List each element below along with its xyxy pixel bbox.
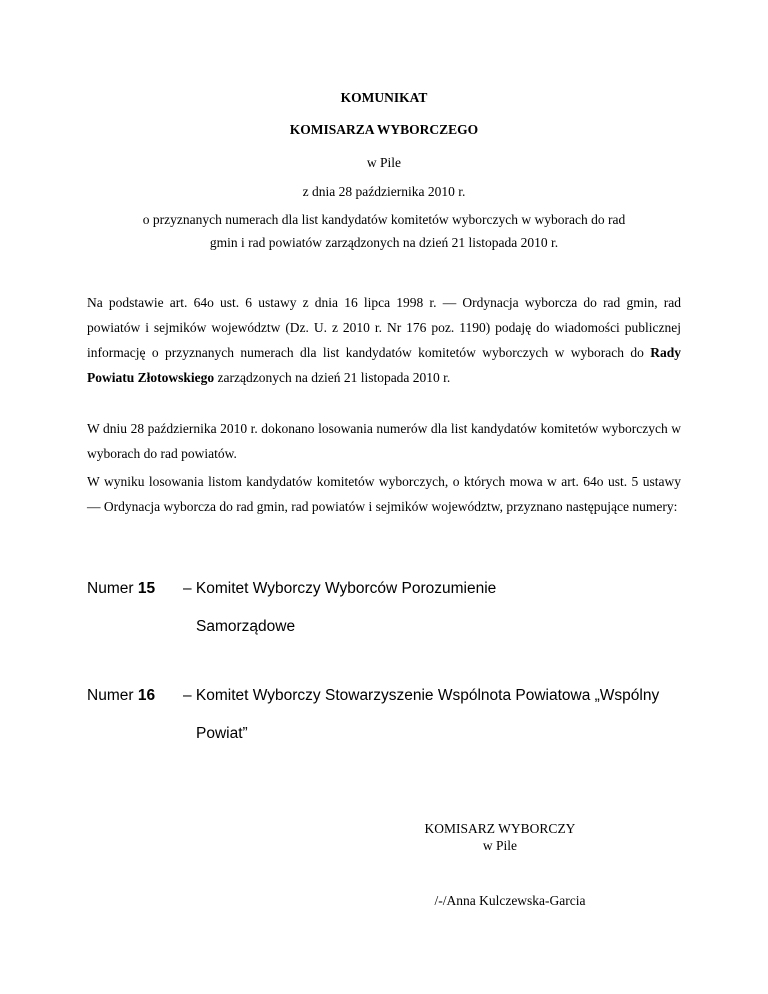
paragraph-legal-basis-end: zarządzonych na dzień 21 listopada 2010 r. bbox=[214, 370, 451, 385]
document-subtitle: KOMISARZA WYBORCZEGO bbox=[289, 122, 479, 137]
list-number-value: 16 bbox=[137, 687, 156, 704]
document-subject-line-2: gmin i rad powiatów zarządzonych na dzień 21 listopada 2010 r. bbox=[209, 235, 559, 250]
paragraph-draw-result: W wyniku losowania listom kandydatów komitetów wyborczych, o których mowa w art. 64o ust. 5 ustawy — Ordynacja wyborcza do rad gmin, rad powiatów i sejmików województw, przyznano następujące numery: bbox=[87, 474, 681, 514]
list-number-label bbox=[87, 580, 155, 598]
paragraph-legal-basis bbox=[87, 290, 681, 390]
signature-title: KOMISARZ WYBORCZY bbox=[424, 821, 576, 836]
signature-name: /-/Anna Kulczewska-Garcia bbox=[434, 893, 586, 908]
document-location: w Pile bbox=[366, 155, 402, 170]
signature-location: w Pile bbox=[482, 838, 518, 853]
paragraph-legal-basis-text: Na podstawie art. 64o ust. 6 ustawy z dnia 16 lipca 1998 r. — Ordynacja wyborcza do rad gmin, rad powiatów i sejmików województw (Dz. U. z 2010 r. Nr 176 poz. 1190) podaję do wiadomości publicznej informację o przyznanych numerach dla list kandydatów komitetów wyborczych w wyborach do bbox=[87, 295, 681, 360]
committee-name-line-2: Samorządowe bbox=[196, 618, 296, 635]
committee-name-line-1: – Komitet Wyborczy Wyborców Porozumienie bbox=[183, 580, 497, 597]
paragraph-draw-date: W dniu 28 października 2010 r. dokonano losowania numerów dla list kandydatów komitetów wyborczych w wyborach do rad powiatów. bbox=[87, 421, 681, 461]
document-date: z dnia 28 października 2010 r. bbox=[302, 184, 466, 199]
list-number-word: Numer bbox=[87, 580, 134, 597]
list-number-value: 15 bbox=[137, 580, 156, 597]
document-subject-line-1: o przyznanych numerach dla list kandydatów komitetów wyborczych w wyborach do rad bbox=[142, 212, 626, 227]
list-number-word: Numer bbox=[87, 687, 134, 704]
document-title: KOMUNIKAT bbox=[340, 90, 428, 105]
committee-name-line-2: Powiat” bbox=[196, 725, 248, 742]
committee-name-line-1: – Komitet Wyborczy Stowarzyszenie Wspólnota Powiatowa „Wspólny bbox=[183, 687, 660, 704]
council-name: Rady Powiatu Złotowskiego bbox=[87, 345, 681, 385]
list-number-label bbox=[87, 687, 155, 705]
